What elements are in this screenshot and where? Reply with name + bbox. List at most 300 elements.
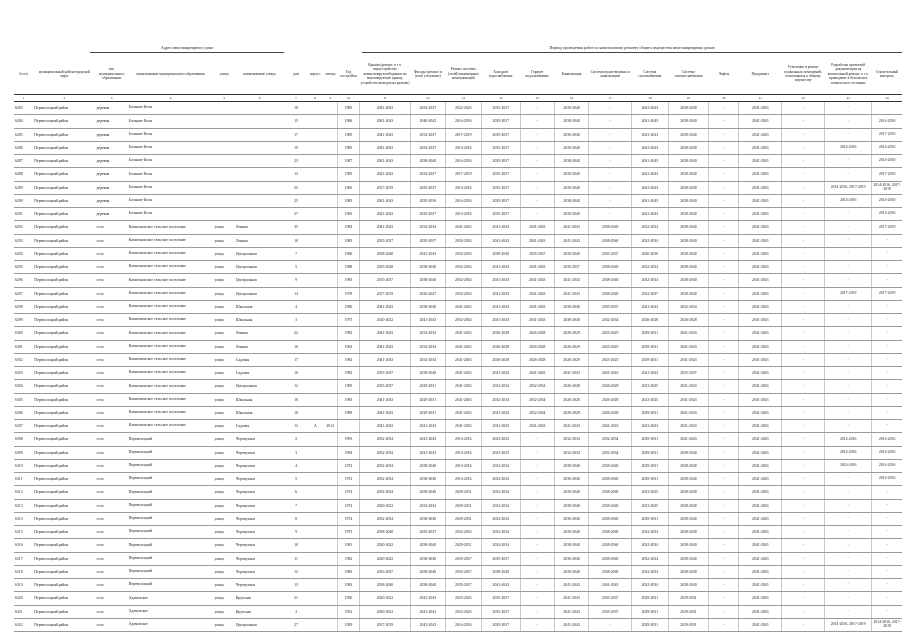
table-cell: 2014-2016 (825, 194, 872, 207)
table-cell: 2041-2043 (481, 314, 520, 327)
table-cell: 2041-2043 (739, 340, 782, 353)
table-cell: - (872, 579, 902, 592)
table-cell: 6295 (14, 261, 33, 274)
table-cell: 2014-2016 (825, 433, 872, 446)
table-cell: 2041-2043 (589, 579, 632, 592)
table-cell: 2041-2043 (481, 579, 520, 592)
table-cell: - (589, 115, 632, 128)
table-cell: село (95, 605, 127, 618)
table-cell: 2038-2040 (589, 287, 632, 300)
column-header: муниципальный район/городской округ (38, 69, 91, 78)
table-cell: Переволоцкий (128, 433, 214, 446)
table-cell: 2014-2016 (445, 181, 481, 194)
table-cell: Переволоцкий район (33, 592, 95, 605)
table-cell: село (95, 393, 127, 406)
table-cell: 6298 (14, 300, 33, 313)
table-cell: Черемушки (235, 512, 284, 525)
table-cell: 5 (284, 261, 308, 274)
table-cell: улица (213, 446, 234, 459)
table-cell: 2 (284, 433, 308, 446)
table-cell: 1983 (338, 565, 359, 578)
table-cell: Капитоновское сельское поселение (128, 393, 214, 406)
table-cell: 2038-2040 (668, 221, 709, 234)
table-cell: Переволоцкий район (33, 247, 95, 260)
table-cell: 2041-2043 (359, 194, 410, 207)
table-cell: 14 (284, 287, 308, 300)
table-cell: 1984 (338, 221, 359, 234)
table-cell: Большие Козы (128, 155, 214, 168)
column-number: 2 (33, 95, 95, 102)
table-cell (323, 181, 338, 194)
table-cell: - (782, 433, 825, 446)
table-cell: - (782, 420, 825, 433)
table-cell: 6315 (14, 526, 33, 539)
table-cell: 2038-2040 (668, 526, 709, 539)
table-cell: Черемушки (235, 473, 284, 486)
table-cell: - (782, 473, 825, 486)
table-cell: 2014-2016 (872, 446, 902, 459)
table-cell (323, 552, 338, 565)
table-cell: 2035-2037 (481, 208, 520, 221)
table-cell: 2041-2043 (632, 155, 668, 168)
table-cell: - (782, 234, 825, 247)
column-number: 3 (95, 95, 127, 102)
table-cell: 2014-2016 (445, 618, 481, 631)
table-cell: Капитоновское сельское поселение (128, 327, 214, 340)
table-cell: 2038-2040 (589, 261, 632, 274)
table-cell: 2038-2040 (668, 552, 709, 565)
column-header: наименование муниципального образования (136, 71, 205, 76)
table-cell: 2041-2043 (554, 420, 588, 433)
table-cell: улица (213, 433, 234, 446)
table-cell: 2038-2040 (411, 274, 445, 287)
table-cell: 2029-2031 (632, 327, 668, 340)
table-cell: Черемушки (235, 539, 284, 552)
table-cell: 6294 (14, 247, 33, 260)
table-cell: 2041-2043 (739, 353, 782, 366)
table-cell: 2038-2040 (668, 181, 709, 194)
table-cell: 2041-2043 (359, 155, 410, 168)
table-cell: 2035-2037 (589, 247, 632, 260)
table-cell: 6302 (14, 353, 33, 366)
table-cell: Большие Козы (128, 181, 214, 194)
table-cell: 6285 (14, 128, 33, 141)
table-cell: 2038-2040 (411, 261, 445, 274)
table-cell: 2023-2025 (632, 486, 668, 499)
table-cell: 2041-2043 (739, 473, 782, 486)
table-row (14, 526, 902, 539)
table-cell: - (709, 181, 739, 194)
table-cell: Переволоцкий район (33, 128, 95, 141)
table-cell: - (520, 102, 554, 115)
table-cell: 2038-2040 (668, 287, 709, 300)
table-cell: 2029-2031 (668, 605, 709, 618)
table-cell: 2032-2034 (481, 393, 520, 406)
table-cell: улица (213, 274, 234, 287)
column-number: 6 (235, 95, 284, 102)
table-cell: 2041-2043 (739, 459, 782, 472)
table-cell (308, 287, 323, 300)
table-cell: 2041-2043 (520, 261, 554, 274)
table-cell: 2041-2043 (445, 327, 481, 340)
table-cell: 2023-2025 (589, 353, 632, 366)
table-cell: 2041-2043 (445, 221, 481, 234)
table-cell: 2029-2031 (632, 473, 668, 486)
table-cell (323, 499, 338, 512)
table-cell: 2041-2043 (739, 327, 782, 340)
table-row (14, 539, 902, 552)
table-cell: 2041-2043 (739, 526, 782, 539)
capital-repair-table (14, 54, 902, 632)
table-cell: 1985 (338, 194, 359, 207)
table-cell: - (709, 393, 739, 406)
table-cell (235, 128, 284, 141)
table-cell: 2032-2034 (445, 314, 481, 327)
table-cell: 2038-2040 (411, 486, 445, 499)
table-cell: 6301 (14, 340, 33, 353)
table-cell (323, 605, 338, 618)
column-header: Система электроснабжения (674, 69, 703, 78)
table-cell: 2041-2043 (411, 314, 445, 327)
table-cell: - (872, 552, 902, 565)
table-cell: 2038-2040 (589, 274, 632, 287)
table-cell: - (872, 247, 902, 260)
table-cell: 2041-2043 (739, 274, 782, 287)
table-cell: - (520, 115, 554, 128)
table-cell: - (872, 367, 902, 380)
table-cell: 2038-2040 (589, 473, 632, 486)
table-cell: село (95, 512, 127, 525)
table-cell: 2035-2037 (411, 208, 445, 221)
table-cell: - (872, 420, 902, 433)
table-cell: - (709, 406, 739, 419)
table-cell: - (520, 605, 554, 618)
table-cell (235, 181, 284, 194)
table-cell: 27 (284, 618, 308, 631)
table-cell: село (95, 274, 127, 287)
table-cell: - (782, 406, 825, 419)
table-cell: 2038-2040 (554, 141, 588, 154)
table-cell: 2026-2028 (554, 406, 588, 419)
table-cell: 2032-2034 (481, 380, 520, 393)
table-cell: Ленина (235, 221, 284, 234)
table-cell: Большие Козы (128, 194, 214, 207)
table-cell: село (95, 327, 127, 340)
table-cell: 2041-2043 (445, 353, 481, 366)
table-cell: село (95, 353, 127, 366)
table-cell: 2014-2016 (825, 446, 872, 459)
table-cell: 1982 (338, 367, 359, 380)
table-cell (308, 261, 323, 274)
table-cell (323, 539, 338, 552)
table-cell: - (825, 221, 872, 234)
table-cell: 2035-2037 (359, 565, 410, 578)
table-cell: 2038-2040 (554, 128, 588, 141)
table-cell: - (782, 526, 825, 539)
table-cell: 2032-2034 (632, 539, 668, 552)
table-cell: - (709, 486, 739, 499)
table-cell: улица (213, 592, 234, 605)
table-cell (338, 420, 359, 433)
table-cell: 2041-2043 (739, 155, 782, 168)
table-cell: деревня (95, 155, 127, 168)
table-cell: - (825, 353, 872, 366)
table-cell: 2020-2030 (632, 247, 668, 260)
table-cell: 12 (284, 565, 308, 578)
table-cell: Адамовское (128, 605, 214, 618)
table-cell: - (825, 473, 872, 486)
table-cell (308, 300, 323, 313)
table-cell: село (95, 565, 127, 578)
table-cell (308, 486, 323, 499)
table-cell: - (520, 539, 554, 552)
table-cell: 2017-2019 (872, 168, 902, 181)
table-cell: Переволоцкий район (33, 380, 95, 393)
table-cell: Переволоцкий район (33, 234, 95, 247)
column-number: 24 (872, 95, 902, 102)
table-cell: 1994 (338, 446, 359, 459)
table-cell (308, 314, 323, 327)
column-header: улица (219, 71, 229, 76)
table-cell: - (872, 234, 902, 247)
table-cell: 2032-2034 (445, 274, 481, 287)
table-cell: 2014-2016 (872, 433, 902, 446)
table-cell (323, 102, 338, 115)
table-cell: 2014-2016, 2017-2019 (872, 181, 902, 194)
table-cell: 2032-2034 (359, 433, 410, 446)
table-cell: Переволоцкий район (33, 499, 95, 512)
table-cell: 2017-2019 (359, 181, 410, 194)
column-number: 5 (213, 95, 234, 102)
table-cell: 2035-2037 (359, 380, 410, 393)
table-cell: - (825, 155, 872, 168)
table-cell: 2041-2043 (739, 592, 782, 605)
table-cell: - (709, 168, 739, 181)
table-cell: 2032-2034 (554, 446, 588, 459)
table-cell (308, 340, 323, 353)
table-cell: - (709, 512, 739, 525)
table-cell: - (782, 115, 825, 128)
table-cell (323, 327, 338, 340)
table-cell: - (709, 539, 739, 552)
table-cell: 15 (284, 115, 308, 128)
table-cell: 2038-2040 (668, 579, 709, 592)
table-cell: 2014-2016 (872, 208, 902, 221)
table-cell: 2041-2043 (554, 287, 588, 300)
table-cell: улица (213, 327, 234, 340)
table-cell: Большие Козы (128, 128, 214, 141)
table-cell: 1992 (338, 579, 359, 592)
table-cell: 2041-2043 (359, 141, 410, 154)
table-cell: 2017-2019 (872, 221, 902, 234)
table-cell: 12 (284, 380, 308, 393)
table-cell: - (782, 512, 825, 525)
table-cell: 1959 (338, 618, 359, 631)
table-cell: 2032-2034 (359, 459, 410, 472)
table-cell: 2038-2040 (668, 261, 709, 274)
table-cell: 2041-2043 (739, 539, 782, 552)
table-cell: 2035-2037 (589, 605, 632, 618)
table-cell: 6291 (14, 208, 33, 221)
table-cell: село (95, 234, 127, 247)
table-cell: 2032-2034 (589, 446, 632, 459)
table-cell: Капитоновское сельское поселение (128, 353, 214, 366)
table-cell (323, 287, 338, 300)
table-cell: - (782, 247, 825, 260)
table-cell: село (95, 420, 127, 433)
table-row (14, 433, 902, 446)
table-cell: улица (213, 221, 234, 234)
table-cell: село (95, 552, 127, 565)
table-cell: 2041-2043 (668, 433, 709, 446)
table-row (14, 181, 902, 194)
table-cell: 2041-2043 (632, 141, 668, 154)
column-number: 9 (323, 95, 338, 102)
table-cell: 2038-2040 (554, 539, 588, 552)
table-cell: 3 (284, 314, 308, 327)
table-cell: 2035-2037 (668, 367, 709, 380)
table-cell: 2041-2043 (739, 446, 782, 459)
table-cell: 2041-2043 (739, 141, 782, 154)
table-cell: 6305 (14, 393, 33, 406)
table-cell: Переволоцкий район (33, 314, 95, 327)
column-number: 16 (554, 95, 588, 102)
table-cell: - (589, 128, 632, 141)
table-cell: Центральная (235, 618, 284, 631)
table-cell: А (308, 420, 323, 433)
table-cell: улица (213, 618, 234, 631)
table-cell: 2038-2040 (589, 526, 632, 539)
table-cell: 2032-2034 (411, 221, 445, 234)
table-cell: 2038-2040 (668, 446, 709, 459)
table-row (14, 446, 902, 459)
table-cell: 2014-2016 (872, 194, 902, 207)
column-number: 19 (668, 95, 709, 102)
table-cell: 2032-2034 (445, 526, 481, 539)
table-cell: 2041-2043 (445, 300, 481, 313)
table-cell: улица (213, 459, 234, 472)
table-cell: - (782, 287, 825, 300)
table-cell: 1985 (338, 102, 359, 115)
table-cell: - (709, 526, 739, 539)
table-cell: 2038-2040 (589, 512, 632, 525)
table-cell: село (95, 380, 127, 393)
table-cell: село (95, 221, 127, 234)
table-cell: 2041-2043 (520, 221, 554, 234)
table-cell: 2026-2028 (481, 353, 520, 366)
column-header: Холодное водоснабжение (489, 69, 513, 78)
table-cell: 6316 (14, 539, 33, 552)
table-cell: улица (213, 247, 234, 260)
table-cell: 1972 (338, 459, 359, 472)
table-cell: - (782, 353, 825, 366)
table-cell: 1985 (338, 128, 359, 141)
table-row (14, 300, 902, 313)
table-cell: 2032-2034 (481, 526, 520, 539)
table-cell: - (825, 102, 872, 115)
table-cell: 2041-2043 (668, 393, 709, 406)
table-cell: - (872, 512, 902, 525)
table-cell (323, 406, 338, 419)
table-cell: Переволоцкий район (33, 565, 95, 578)
table-cell: 2032-2034 (481, 512, 520, 525)
table-cell (213, 128, 234, 141)
table-cell: 2014-2016 (445, 141, 481, 154)
table-cell: - (520, 552, 554, 565)
table-cell: - (709, 287, 739, 300)
table-cell (323, 194, 338, 207)
table-cell: Школьная (235, 393, 284, 406)
table-cell: Большие Козы (128, 168, 214, 181)
table-cell: 2035-2036 (411, 194, 445, 207)
table-cell: 2041-2043 (632, 300, 668, 313)
table-cell: - (709, 327, 739, 340)
table-cell: - (782, 380, 825, 393)
table-cell: село (95, 287, 127, 300)
table-cell: 13 (284, 579, 308, 592)
table-cell: 6308 (14, 433, 33, 446)
table-cell: 6287 (14, 155, 33, 168)
table-cell (308, 367, 323, 380)
table-cell: 2041-2043 (739, 433, 782, 446)
table-cell: 2017-2019 (872, 128, 902, 141)
table-cell: 2038-2040 (359, 526, 410, 539)
table-cell: 2029-2031 (411, 393, 445, 406)
table-cell: 2038-2040 (589, 234, 632, 247)
column-number: 1 (14, 95, 33, 102)
table-cell: - (520, 512, 554, 525)
table-cell: 2041-2043 (632, 420, 668, 433)
table-cell: 2041-2043 (739, 393, 782, 406)
table-cell: Черемушки (235, 486, 284, 499)
table-cell: 2023-2025 (632, 393, 668, 406)
table-cell: - (825, 552, 872, 565)
table-cell: 6297 (14, 287, 33, 300)
table-cell: 1987 (338, 155, 359, 168)
table-cell (308, 274, 323, 287)
table-cell (323, 208, 338, 221)
table-cell: 2014-2016 (872, 473, 902, 486)
column-number: 17 (589, 95, 632, 102)
table-cell: 2041-2043 (668, 420, 709, 433)
table-cell: - (782, 618, 825, 631)
table-cell: 6314 (14, 512, 33, 525)
table-cell: 2038-2040 (411, 459, 445, 472)
table-cell: 2041-2043 (554, 618, 588, 631)
table-cell: 2029-2031 (445, 512, 481, 525)
table-cell: - (825, 367, 872, 380)
table-cell: - (872, 261, 902, 274)
table-cell: 2041-2043 (520, 234, 554, 247)
table-cell: 2032-2037 (632, 287, 668, 300)
table-cell: Переволоцкий район (33, 287, 95, 300)
table-cell: 2038-2040 (589, 565, 632, 578)
table-cell: Переволоцкий (128, 473, 214, 486)
table-cell (323, 579, 338, 592)
column-header: Строительный контроль (875, 69, 899, 78)
table-cell: - (782, 579, 825, 592)
table-cell: 2041-2043 (359, 393, 410, 406)
table-cell: Ленина (235, 234, 284, 247)
table-cell: - (589, 208, 632, 221)
table-cell: 10 (284, 234, 308, 247)
table-cell: 2023-2025 (589, 340, 632, 353)
table-cell: 2041-2043 (411, 592, 445, 605)
table-cell: 2035-2037 (481, 115, 520, 128)
table-cell: Переволоцкий район (33, 618, 95, 631)
table-cell (308, 499, 323, 512)
table-cell: Переволоцкий район (33, 274, 95, 287)
